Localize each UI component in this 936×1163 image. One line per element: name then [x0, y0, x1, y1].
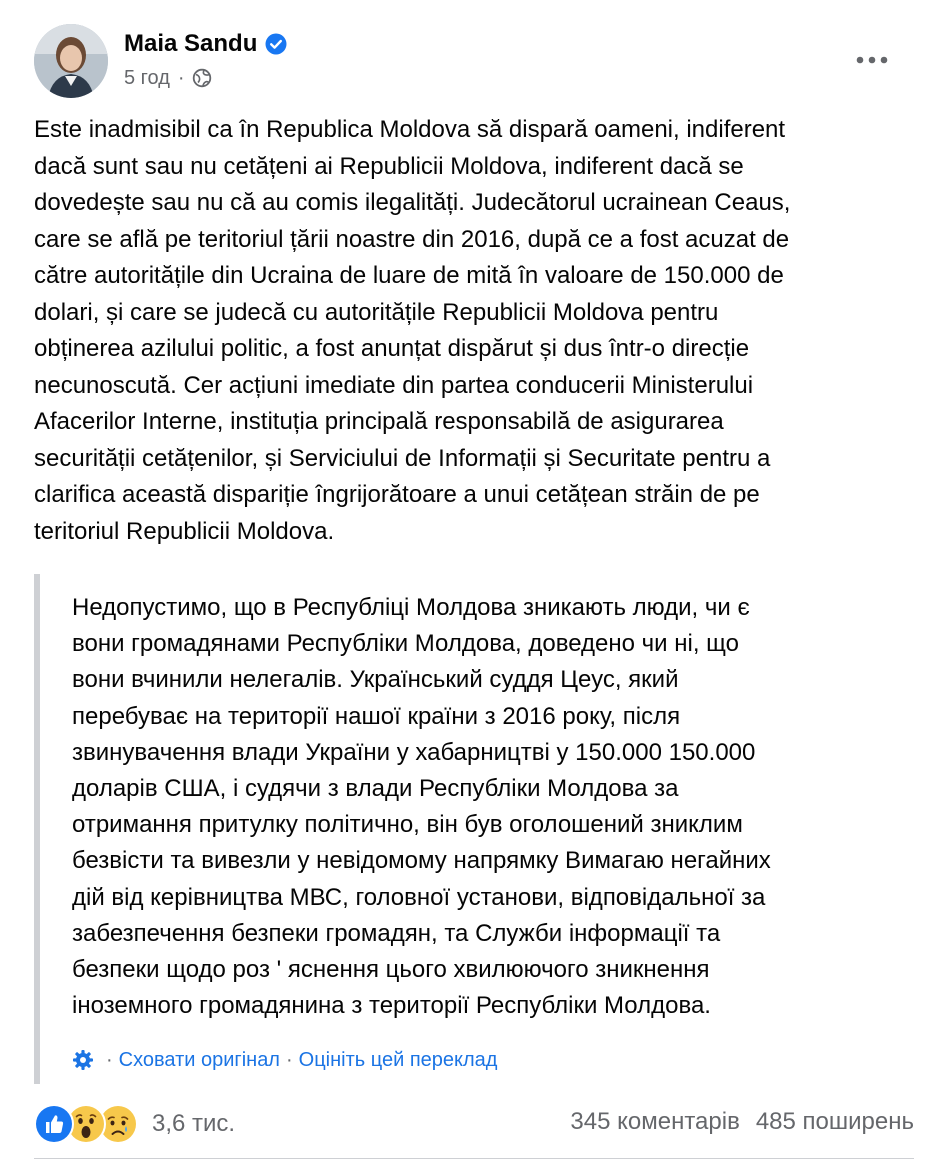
hide-original-link[interactable]: Сховати оригінал — [118, 1048, 280, 1071]
more-options-icon — [856, 56, 888, 64]
footer-divider — [34, 1158, 914, 1159]
translation-text-line: перебуває на території нашої країни з 2016 року, після — [72, 702, 681, 730]
author-avatar[interactable] — [34, 24, 108, 98]
post-text-line: teritoriul Republicii Moldova. — [34, 517, 335, 545]
translation-text — [72, 590, 892, 1024]
post-text-line: către autoritățile din Ucraina de luare de mită în valoare de 150.000 de — [34, 262, 784, 289]
post-text-line: Este inadmisibil ca în Republica Moldova să dispară oameni, indiferent — [34, 116, 786, 143]
post-text-line: necunoscută. Cer acțiuni imediate din partea conducerii Ministerului — [34, 371, 754, 399]
translation-text-line: забезпечення безпеки громадян, та Служби інформації та — [72, 919, 721, 947]
globe-icon[interactable] — [192, 68, 212, 88]
translation-text-line: отримання притулку політично, він був оголошений зниклим — [72, 811, 743, 839]
engagement-counts — [570, 1108, 914, 1136]
comments-count[interactable]: 345 коментарів — [570, 1108, 740, 1135]
reactions-summary[interactable] — [34, 1104, 235, 1144]
reaction-count[interactable]: 3,6 тис. — [152, 1110, 236, 1137]
translation-block — [34, 574, 910, 1084]
post-text-line: Afacerilor Interne, instituția principală responsabilă de asigurarea — [34, 408, 724, 435]
post-timestamp[interactable]: 5 год — [124, 66, 170, 89]
translation-text-line: Недопустимо, що в Республіці Молдова зникають люди, чи є — [72, 594, 750, 621]
post-meta — [124, 64, 212, 92]
post-text-line: securității cetățenilor, și Serviciului de Informații și Securitate pentru a — [34, 444, 771, 472]
translation-text-line: звинувачення влади України у хабарництві у 150.000 150.000 — [72, 738, 756, 766]
post-text-line: clarifica această dispariție îngrijorătoare a unui cetățean străin de pe — [34, 481, 760, 508]
author-row — [124, 28, 287, 60]
translation-text-line: вони вчинили нелегалів. Український суддя Цеус, який — [72, 666, 679, 694]
gear-icon[interactable] — [72, 1049, 94, 1071]
translation-separator: · — [285, 1048, 293, 1071]
post-header — [34, 24, 914, 100]
translation-actions — [72, 1046, 497, 1074]
rate-translation-link[interactable]: Оцініть цей переклад — [298, 1048, 498, 1071]
post-text-line: dovedește sau nu că au comis ilegalități. Judecătorul ucrainean Ceaus, — [34, 189, 791, 216]
translation-text-line: дій від керівництва МВС, головної установи, відповідальної за — [72, 883, 766, 911]
post-text-line: dacă sunt sau nu cetățeni ai Republicii Moldova, indiferent dacă se — [34, 152, 744, 180]
translation-text-line: доларів США, і судячи з влади Республіки Молдова за — [72, 775, 679, 803]
meta-separator: · — [177, 66, 185, 89]
post-footer — [34, 1102, 914, 1146]
translation-text-line: безпеки щодо роз ' яснення цього хвилюючого зникнення — [72, 956, 710, 984]
translation-text-line: іноземного громадянина з території Республіки Молдова. — [72, 992, 711, 1020]
translation-text-line: безвісти та вивезли у невідомому напрямку Вимагаю негайних — [72, 847, 771, 875]
shares-count[interactable]: 485 поширень — [755, 1108, 914, 1135]
verified-badge-icon — [265, 33, 287, 55]
like-icon — [34, 1104, 74, 1144]
post-text-line: care se află pe teritoriul țării noastre din 2016, după ce a fost acuzat de — [34, 225, 790, 253]
post-text-line: dolari, și care se judecă cu autoritățile Republicii Moldova pentru — [34, 298, 719, 326]
translation-text-line: вони громадянами Республіки Молдова, доведено чи ні, що — [72, 630, 739, 658]
more-options-button[interactable] — [850, 44, 894, 76]
author-name[interactable]: Maia Sandu — [124, 30, 258, 57]
post-text-line: obținerea azilului politic, a fost anunțat dispărut și dus într-o direcție — [34, 335, 750, 362]
post-message — [34, 112, 914, 550]
translation-separator: · — [106, 1048, 113, 1071]
